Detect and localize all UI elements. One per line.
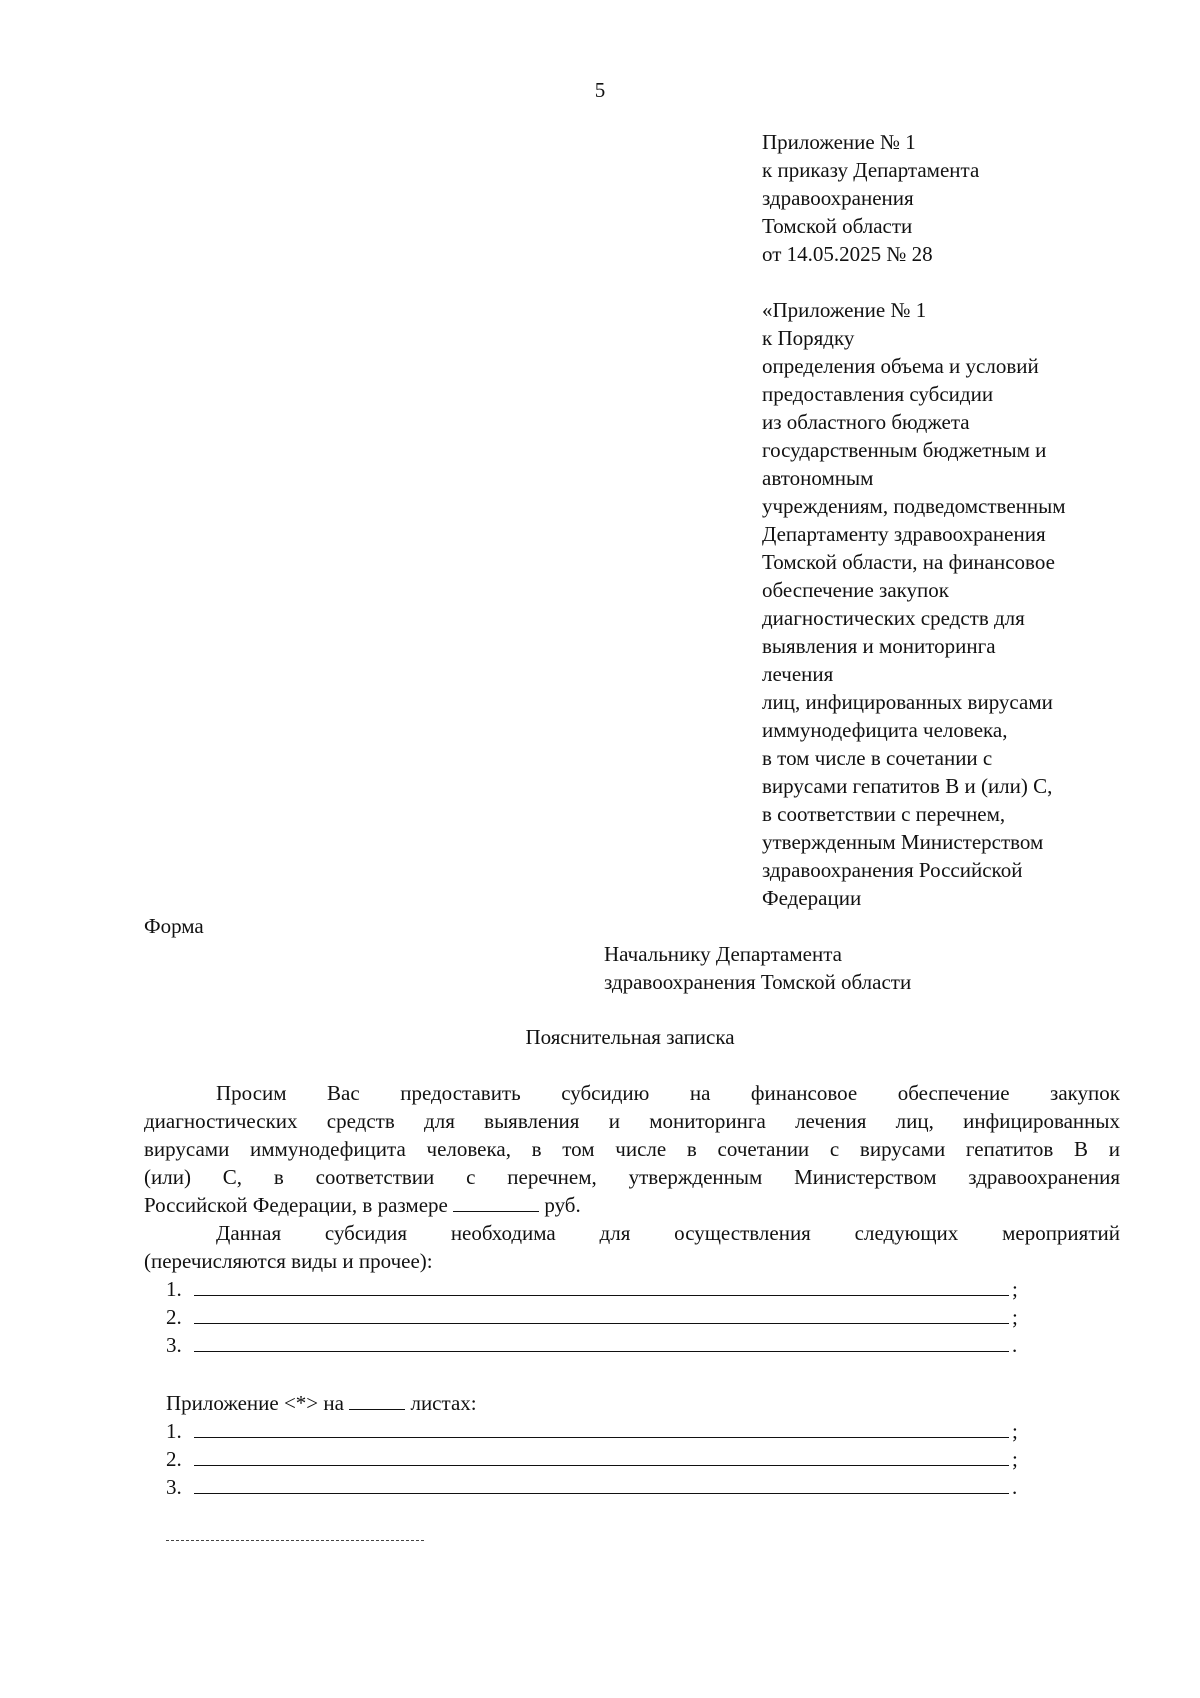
amount-prefix: Российской Федерации, в размере: [144, 1193, 448, 1217]
amount-suffix: руб.: [544, 1193, 581, 1217]
item-number: 1.: [166, 1419, 182, 1443]
annex-order-line: здравоохранения Российской: [762, 858, 1023, 882]
item-number: 3.: [166, 1333, 182, 1357]
amount-blank[interactable]: [453, 1193, 539, 1212]
paragraph-line: (перечисляются виды и прочее):: [144, 1249, 433, 1273]
list-item: [166, 1445, 1026, 1473]
annex-order-line: в том числе в сочетании с: [762, 746, 993, 770]
annex-order-line: диагностических средств для: [762, 606, 1025, 630]
annex-order-line: предоставления субсидии: [762, 382, 994, 406]
annex-order-line: из областного бюджета: [762, 410, 970, 434]
attachment-suffix: листах:: [410, 1391, 477, 1415]
paragraph-line: Данная субсидия необходима для осуществления следующих мероприятий: [216, 1221, 1120, 1245]
list-item: [166, 1303, 1026, 1331]
attachment-line: [166, 1389, 477, 1417]
annex-order-line: вирусами гепатитов B и (или) C,: [762, 774, 1053, 798]
fill-in-blank[interactable]: [194, 1275, 1009, 1296]
request-paragraph: [144, 1079, 1120, 1275]
addressee-line: здравоохранения Томской области: [604, 970, 912, 994]
item-end: .: [1012, 1475, 1018, 1499]
attachments-list: [166, 1417, 1026, 1501]
addressee-line: Начальнику Департамента: [604, 942, 842, 966]
annex-order-line: обеспечение закупок: [762, 578, 950, 602]
item-number: 1.: [166, 1277, 182, 1301]
annex-order-line: Федерации: [762, 886, 862, 910]
paragraph-line: диагностических средств для выявления и мониторинга лечения лиц, инфицированных: [144, 1109, 1120, 1133]
item-number: 2.: [166, 1447, 182, 1471]
annex-order-line: лиц, инфицированных вирусами: [762, 690, 1053, 714]
item-end: ;: [1012, 1277, 1018, 1301]
annex-order-line: иммунодефицита человека,: [762, 718, 1008, 742]
paragraph-line: Просим Вас предоставить субсидию на финансовое обеспечение закупок: [216, 1081, 1120, 1105]
addressee-block: [604, 940, 911, 996]
annex-order-line: выявления и мониторинга: [762, 634, 996, 658]
paragraph-line: (или) C, в соответствии с перечнем, утвержденным Министерством здравоохранения: [144, 1165, 1120, 1189]
annex-order-line: лечения: [762, 662, 834, 686]
list-item: [166, 1473, 1026, 1501]
form-label: Форма: [144, 914, 204, 938]
spacer: [762, 268, 1182, 296]
list-item: [166, 1331, 1026, 1359]
annex-order-line: автономным: [762, 466, 874, 490]
fill-in-blank[interactable]: [194, 1473, 1009, 1494]
annex-order-line: государственным бюджетным и: [762, 438, 1047, 462]
annex-order-line: «Приложение № 1: [762, 298, 927, 322]
document-title: Пояснительная записка: [525, 1025, 735, 1049]
list-item: [166, 1275, 1026, 1303]
item-number: 2.: [166, 1305, 182, 1329]
annex-order-line: Департаменту здравоохранения: [762, 522, 1046, 546]
annex-header-line: от 14.05.2025 № 28: [762, 242, 933, 266]
annex-header-line: Томской области: [762, 214, 913, 238]
item-end: ;: [1012, 1419, 1018, 1443]
fill-in-blank[interactable]: [194, 1331, 1009, 1352]
item-end: ;: [1012, 1447, 1018, 1471]
annex-header-line: Приложение № 1: [762, 130, 916, 154]
annex-order-line: определения объема и условий: [762, 354, 1039, 378]
item-number: 3.: [166, 1475, 182, 1499]
annex-order-line: Томской области, на финансовое: [762, 550, 1055, 574]
paragraph-line: вирусами иммунодефицита человека, в том числе в сочетании с вирусами гепатитов B и: [144, 1137, 1120, 1161]
footnote-separator: [166, 1540, 424, 1541]
item-end: .: [1012, 1333, 1018, 1357]
item-end: ;: [1012, 1305, 1018, 1329]
fill-in-blank[interactable]: [194, 1303, 1009, 1324]
sheet-count-blank[interactable]: [349, 1391, 405, 1410]
annex-order-line: утвержденным Министерством: [762, 830, 1044, 854]
page-number: 5: [594, 78, 606, 102]
paragraph-line: [144, 1191, 1120, 1219]
list-item: [166, 1417, 1026, 1445]
annex-order-line: в соответствии с перечнем,: [762, 802, 1006, 826]
annex-header-line: здравоохранения: [762, 186, 914, 210]
annex-block: [762, 128, 1182, 912]
fill-in-blank[interactable]: [194, 1445, 1009, 1466]
annex-order-line: к Порядку: [762, 326, 855, 350]
annex-header-line: к приказу Департамента: [762, 158, 980, 182]
attachment-prefix: Приложение <*> на: [166, 1391, 344, 1415]
measures-list: [166, 1275, 1026, 1359]
annex-order-line: учреждениям, подведомственным: [762, 494, 1066, 518]
fill-in-blank[interactable]: [194, 1417, 1009, 1438]
